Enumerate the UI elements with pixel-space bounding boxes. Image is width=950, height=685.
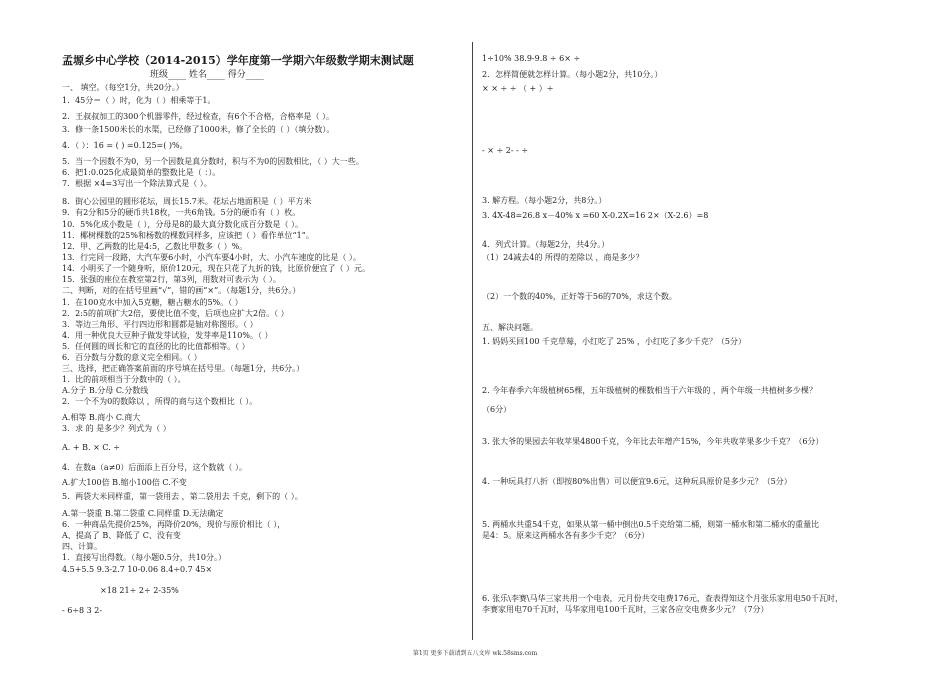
section-heading: 五、解决问题。 <box>482 323 538 332</box>
choice-line: A、提高了 B、降低了 C、没有变 <box>62 531 181 540</box>
section-heading: 二、判断，对的在括号里画“√”，错的画“×”。（每题1分，共6分。） <box>62 286 301 295</box>
question-line: 1．直接写出得数。（每小题0.5分，共10分。） <box>62 553 226 562</box>
question-line: （2）一个数的40%，正好等于56的70%，求这个数。 <box>482 292 677 301</box>
question-line: 4. 一种玩具打八折（即按80%出售）可以便宜9.6元，这种玩具原价是多少元？（5分） <box>482 477 792 486</box>
question-line: 2．怎样简便就怎样计算。（每小题2分，共10分。） <box>482 70 663 79</box>
question-line: 14．小明买了一个随身听，原价120元，现在只花了九折的钱，比原价便宜了（ ）元。 <box>62 264 370 273</box>
question-line: 10．5%化成小数是（ ），分母是8的最大真分数化成百分数是（ ）。 <box>62 220 304 229</box>
question-line: 5. 两桶水共重54千克，如果从第一桶中倒出0.5千克给第二桶，则第一桶水和第二桶水的重量比 <box>482 520 820 529</box>
calc-row: 4.5+5.5 9.3-2.7 10-0.06 8.4÷0.7 45× <box>62 565 213 574</box>
calc-row: - × ÷ 2- - ÷ <box>482 146 529 155</box>
student-info-fields: 班级____ 姓名____ 得分____ <box>150 70 264 80</box>
question-line: 4．在数a（a≠0）后面添上百分号，这个数就（ ）。 <box>62 463 247 472</box>
question-line: 5．当一个因数不为0，另一个因数是真分数时，积与不为0的因数相比，（ ）大一些。 <box>62 157 364 166</box>
question-line: 6．把1:0.025化成最简单的整数比是（ ：）。 <box>62 168 221 177</box>
question-line: 1．在100克水中加入5克糖，糖占糖水的5%。（ ） <box>62 298 243 307</box>
section-heading: 四、计算。 <box>62 542 102 551</box>
question-line: （1）24减去4的 所得的差除以 ，商是多少？ <box>482 253 644 262</box>
question-line: 3．等边三角形、平行四边形和圆都是轴对称图形。（ ） <box>62 320 258 329</box>
section-heading: 3. 解方程。（每小题2分，共8分。） <box>482 196 607 205</box>
question-line: 3．修一条1500米长的水渠，已经修了1000米，修了全长的（ ）（填分数）。 <box>62 125 335 134</box>
choice-line: A.第一袋重 B.第二袋重 C.同样重 D.无法确定 <box>62 509 224 518</box>
choice-line: A. + B. × C. ÷ <box>62 443 120 452</box>
question-line: 3. 张大爷的果园去年收苹果4800千克，今年比去年增产15%，今年共收苹果多少千克？（6分） <box>482 437 824 446</box>
question-line: 6．百分数与分数的意义完全相同。（ ） <box>62 353 202 362</box>
exam-title: 孟塬乡中心学校（2014-2015）学年度第一学期六年级数学期末测试题 <box>62 54 414 67</box>
question-line: 2．2:5的前项扩大2倍，要使比值不变，后项也应扩大2倍。（ ） <box>62 309 289 318</box>
question-line: 5．任何圆的周长和它的直径的比的比值都相等。（ ） <box>62 342 250 351</box>
question-line: 2．一个不为0的数除以 ，所得的商与这个数相比（ ）。 <box>62 397 258 406</box>
question-line: 4．用一种优良大豆种子做发芽试验，发芽率是110%。（ ） <box>62 331 273 340</box>
column-divider <box>472 42 473 640</box>
calc-row: × × ÷ ÷ （ + ）÷ <box>482 84 554 93</box>
section-heading: 一、 填空。（每空1分，共20分。） <box>62 83 184 92</box>
question-line: 7．根据 ×4=3写出一个除法算式是（ ）。 <box>62 179 212 188</box>
question-line: 12．甲、乙两数的比是4:5，乙数比甲数多（ ）%。 <box>62 242 248 251</box>
question-line: 李赛家用电70千瓦时，马华家用电100千瓦时，三家各应交电费多少元？（7分） <box>482 605 769 614</box>
equation-row: 3. 4X-48=26.8 x－40% x =60 X-0.2X=16 2×（X-2.6）=8 <box>482 211 709 220</box>
calc-row: 1÷10% 38.9-9.8 ÷ 6× ÷ <box>482 54 581 63</box>
question-line: 5．两袋大米同样重，第一袋用去 ，第二袋用去 千克，剩下的（ ）。 <box>62 492 303 501</box>
question-line: 4．（ ）：16 = ( ) =0.125=( )%。 <box>62 141 188 150</box>
section-heading: 4．列式计算。（每题2分，共4分。） <box>482 240 610 249</box>
choice-line: A.扩大100倍 B.缩小100倍 C.不变 <box>62 478 187 487</box>
calc-row: - 6÷8 3 2- <box>62 606 103 615</box>
question-line: 1．比的前项相当于分数中的（ ）。 <box>62 375 186 384</box>
question-line: 3．求 的 是多少？列式为（ ） <box>62 424 171 433</box>
question-line: 8．街心公园里的圆形花坛，周长15.7米。花坛占地面积是（ ）平方米 <box>62 197 312 206</box>
page-footer: 第1页 更多下载请到五八文库 wk.58sms.com <box>412 650 538 657</box>
question-line: 2．王叔叔加工的300个机器零件，经过检查，有6个不合格，合格率是（ ）。 <box>62 112 334 121</box>
question-line: 11．椰树棵数的25%和杨数的棵数同样多，应该把（ ）看作单位“1”。 <box>62 231 314 240</box>
calc-row: ×18 21÷ 2÷ 2-35% <box>100 586 179 595</box>
choice-line: A.分子 B.分母 C.分数线 <box>62 386 149 395</box>
question-line: 是4：5。原来这两桶水各有多少千克？（6分） <box>482 531 650 540</box>
question-line: （6分） <box>482 405 512 414</box>
question-line: 9．有2分和5分的硬币共18枚，一共6角钱。5分的硬币有（ ）枚。 <box>62 208 301 217</box>
question-line: 13．行完同一段路，大汽车要6小时，小汽车要4小时，大、小汽车速度的比是（ ）。 <box>62 253 361 262</box>
choice-line: A.相等 B.商小 C.商大 <box>62 413 141 422</box>
question-line: 15．张强的座位在教室第2行，第3列，用数对可表示为（ ）。 <box>62 275 281 284</box>
question-line: 1．45分＝（ ）时，化为（ ）相乘等于1。 <box>62 96 216 105</box>
question-line: 6. 张乐\李赛\马华三家共用一个电表，元月份共交电费176元，查表得知这个月张乐家用电50千瓦时， <box>482 594 844 603</box>
question-line: 6．一种商品先提价25%，再降价20%，现价与原价相比（ ）， <box>62 520 286 529</box>
question-line: 2. 今年春季六年级植树65棵，五年级植树的棵数相当于六年级的 ，两个年级一共植树多少棵？ <box>482 386 817 395</box>
section-heading: 三、选择，把正确答案前面的序号填在括号里。（每题1分，共6分。） <box>62 364 305 373</box>
question-line: 1. 妈妈买回100 千克草莓，小红吃了 25% ，小红吃了多少千克？（5分） <box>482 337 746 346</box>
